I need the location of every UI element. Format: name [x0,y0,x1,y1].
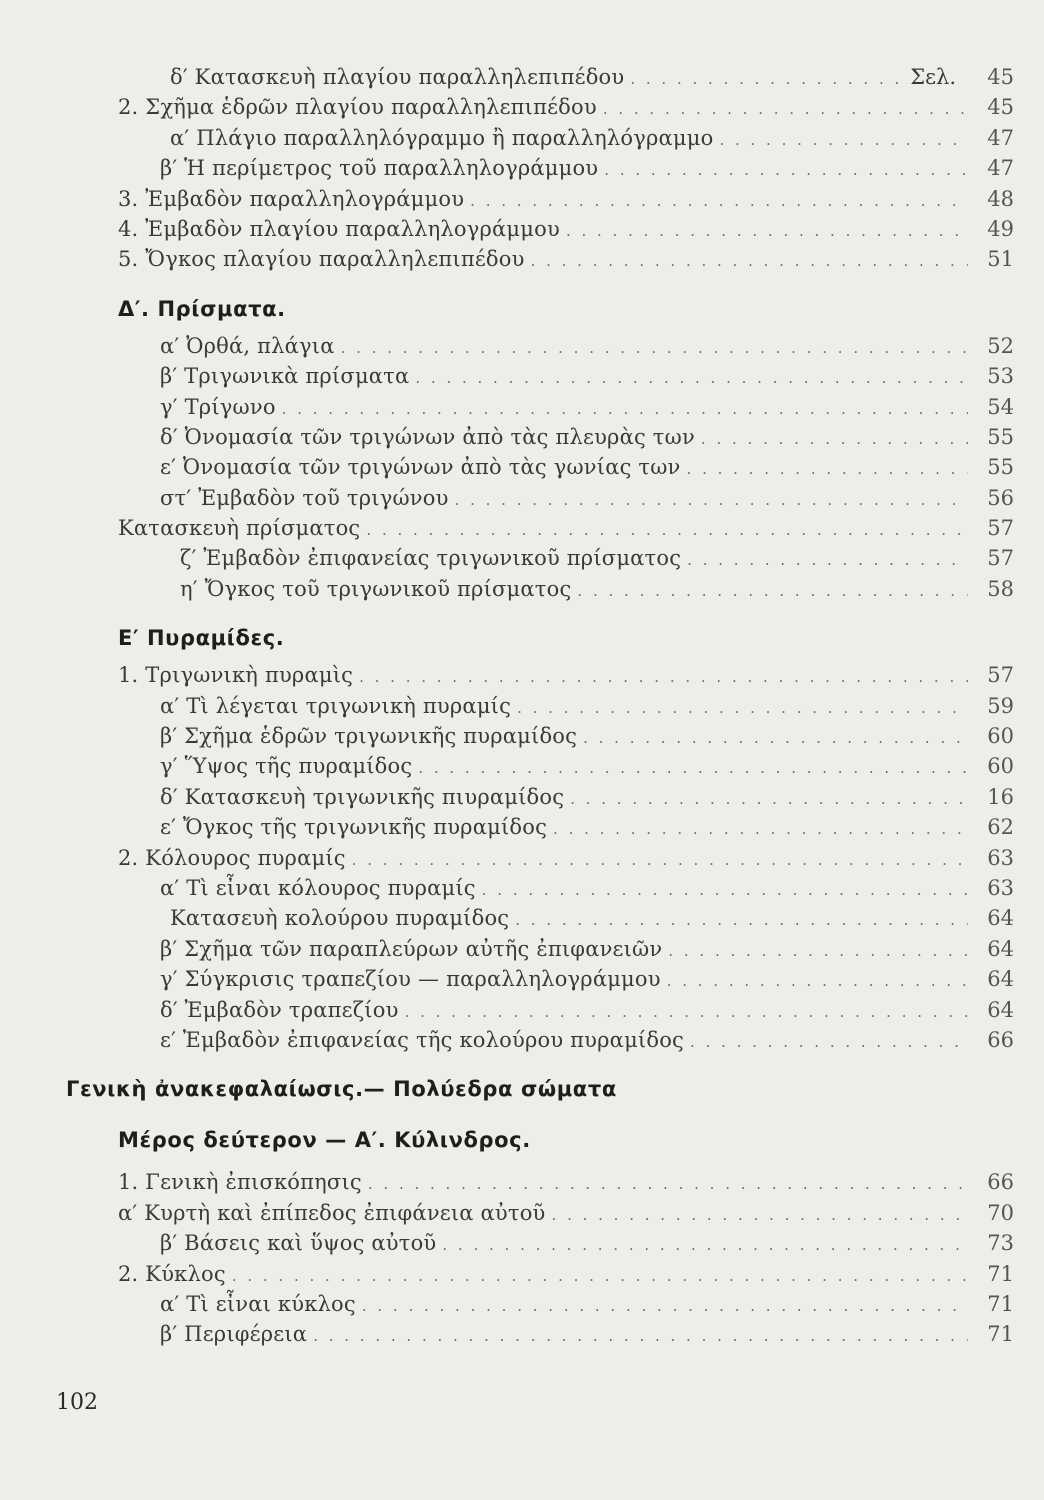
toc-entry-page: 45 [987,65,1014,89]
toc-entry-page: 64 [987,967,1014,992]
dot-leader [515,905,968,935]
toc-entry-page: 64 [987,936,1014,961]
toc-entry [0,331,1044,361]
toc-entry-page: 63 [987,875,1014,900]
dot-leader [577,576,968,606]
dot-leader [603,94,968,124]
toc-entry-page: 16 [987,784,1014,809]
dot-leader [566,216,968,246]
toc-entry [0,483,1044,513]
toc-entry-title: ε′ Ἐμβαδὸν ἐπιφανείας τῆς κολούρου πυραμίδος [160,1027,684,1052]
toc-entry [0,721,1044,751]
toc-entry-page: 73 [987,1231,1014,1256]
section-heading: Ε′ Πυραμίδες. [118,626,285,651]
toc-entry [0,214,1044,244]
toc-entry [0,751,1044,781]
toc-entry-title: γ′ Σύγκρισις τραπεζίου — παραλληλογράμμου [160,967,661,992]
toc-entry-title: 5. Ὄγκος πλαγίου παραλληλεπιπέδου [118,247,525,272]
toc-entry-title: δ′ Ὀνομασία τῶν τριγώνων ἀπὸ τὰς πλευρὰς των [160,424,695,449]
toc-entry-title: α′ Κυρτὴ καὶ ἐπίπεδος ἐπιφάνεια αὐτοῦ [118,1200,546,1225]
toc-entry-page: 48 [987,186,1014,211]
toc-entry-page: 45 [987,95,1014,120]
toc-entry [0,1319,1044,1349]
page-label: Σελ. [910,65,956,89]
toc-entry-page: 55 [987,455,1014,480]
dot-leader [405,997,968,1027]
toc-entry-page: 47 [987,156,1014,181]
toc-entry-page: 71 [987,1261,1014,1286]
toc-entry [0,995,1044,1025]
toc-entry-title: α′ Ὀρθά, πλάγια [160,333,335,358]
toc-entry [0,782,1044,812]
toc-entry [0,1167,1044,1197]
page-number: 102 [56,1390,98,1415]
toc-entry-title: β′ Ἡ περίμετρος τοῦ παραλληλογράμμου [160,156,599,181]
toc-entry [0,543,1044,573]
toc-entry-page: 71 [987,1322,1014,1347]
toc-entry-page: 63 [987,845,1014,870]
toc-entry-page: 66 [987,1027,1014,1052]
dot-leader [313,1321,968,1351]
toc-entry-page: 55 [987,424,1014,449]
dot-leader [701,424,968,454]
toc-entry-page: 54 [987,394,1014,419]
toc-entry [0,1289,1044,1319]
toc-entry-page: 64 [987,906,1014,931]
toc-entry-page: 60 [987,754,1014,779]
dot-leader [667,966,968,996]
toc-entry [0,964,1044,994]
dot-leader [418,753,968,783]
toc-entry-title: Κατασκευὴ πρίσματος [118,516,361,541]
dot-leader [719,125,968,155]
toc-entry-title: ζ′ Ἐμβαδὸν ἐπιφανείας τριγωνικοῦ πρίσματος [180,546,682,571]
toc-entry-title: δ′ Ἐμβαδὸν τραπεζίου [160,997,399,1022]
dot-leader [604,155,968,185]
dot-leader [232,1261,968,1291]
dot-leader [415,363,968,393]
toc-entry-page: 53 [987,364,1014,389]
toc-entry [0,422,1044,452]
toc-entry [0,843,1044,873]
toc-entry-page: 64 [987,997,1014,1022]
toc-entry [0,903,1044,933]
dot-leader [531,246,968,276]
toc-entry-page: 66 [987,1170,1014,1195]
dot-leader [368,1169,968,1199]
toc-entry [0,361,1044,391]
toc-entry-page: 59 [987,693,1014,718]
toc-entry-title: 2. Κόλουρος πυραμίς [118,845,346,870]
toc-entry-title: η′ Ὄγκος τοῦ τριγωνικοῦ πρίσματος [180,576,572,601]
toc-entry-title: 1. Γενικὴ ἐπισκόπησις [118,1170,362,1195]
toc-entry [0,812,1044,842]
section-heading: Μέρος δεύτερον — Α′. Κύλινδρος. [118,1128,531,1153]
toc-entry [0,123,1044,153]
toc-entry-title: δ′ Κατασκευὴ τριγωνικῆς πιυραμίδος [160,784,565,809]
toc-entry [0,1025,1044,1055]
toc-entry-page: 56 [987,485,1014,510]
toc-entry-title: ε′ Ὀνομασία τῶν τριγώνων ἀπὸ τὰς γωνίας των [160,455,681,480]
toc-entry-title: α′ Τὶ εἶναι κύκλος [160,1291,356,1316]
toc-entry-page: 58 [987,576,1014,601]
toc-entry-title: Κατασευὴ κολούρου πυραμίδος [170,906,510,931]
toc-entry [0,934,1044,964]
dot-leader [690,1027,968,1057]
toc-entry-title: α′ Τὶ λέγεται τριγωνικὴ πυραμίς [160,693,512,718]
toc-entry [0,574,1044,604]
dot-leader [583,723,968,753]
toc-entry-title: 3. Ἐμβαδὸν παραλληλογράμμου [118,186,465,211]
toc-entry-page: 71 [987,1291,1014,1316]
dot-leader [552,1200,968,1230]
toc-entry-title: δ′ Κατασκευὴ πλαγίου παραλληλεπιπέδου [170,65,625,89]
toc-entry [0,1259,1044,1289]
toc-entry [0,513,1044,543]
toc-entry-page: 62 [987,815,1014,840]
toc-entry-title: στ′ Ἐμβαδὸν τοῦ τριγώνου [160,485,449,510]
toc-entry-title: 2. Σχῆμα ἑδρῶν πλαγίου παραλληλεπιπέδου [118,95,597,120]
toc-entry-title: ε′ Ὄγκος τῆς τριγωνικῆς πυραμίδος [160,815,548,840]
toc-entry-page: 52 [987,333,1014,358]
table-of-contents [0,62,1044,1350]
dot-leader [455,485,968,515]
toc-entry-page: 60 [987,724,1014,749]
toc-entry-title: 1. Τριγωνικὴ πυραμὶς [118,663,354,688]
toc-entry-page: 70 [987,1200,1014,1225]
dot-leader [362,1291,968,1321]
dot-leader [553,814,968,844]
dot-leader [359,662,968,692]
toc-entry [0,392,1044,422]
dot-leader [687,454,968,484]
toc-entry-page: 57 [987,546,1014,571]
toc-entry-title: β′ Σχῆμα τῶν παραπλεύρων αὐτῆς ἐπιφανειῶν [160,936,663,961]
toc-entry [0,244,1044,274]
toc-entry-title: 2. Κύκλος [118,1261,226,1286]
dot-leader [282,394,968,424]
toc-entry-title: 4. Ἐμβαδὸν πλαγίου παραλληλογράμμου [118,216,560,241]
toc-entry-title: α′ Πλάγιο παραλληλόγραμμο ἢ παραλληλόγραμμο [170,125,714,150]
toc-entry [0,1198,1044,1228]
toc-entry [0,92,1044,122]
toc-entry [0,452,1044,482]
toc-entry-page: 57 [987,663,1014,688]
toc-entry-page: 51 [987,247,1014,272]
toc-entry [0,62,1044,92]
dot-leader [517,693,968,723]
toc-entry [0,184,1044,214]
toc-entry [0,1228,1044,1258]
toc-entry [0,873,1044,903]
toc-entry [0,691,1044,721]
section-heading: Δ′. Πρίσματα. [118,296,286,321]
dot-leader [668,936,968,966]
toc-entry-page: 49 [987,216,1014,241]
dot-leader [366,515,968,545]
toc-entry [0,660,1044,690]
dot-leader [687,545,968,575]
toc-entry-title: α′ Τὶ εἶναι κόλουρος πυραμίς [160,875,476,900]
dot-leader [442,1230,968,1260]
toc-entry-page: 47 [987,125,1014,150]
dot-leader [482,875,968,905]
dot-leader [570,784,968,814]
toc-entry-page: 57 [987,516,1014,541]
dot-leader [341,333,968,363]
toc-entry-title: β′ Περιφέρεια [160,1322,308,1347]
section-heading: Γενικὴ ἀνακεφαλαίωσις.— Πολύεδρα σώματα [66,1077,617,1102]
dot-leader [630,64,904,94]
toc-entry-title: β′ Τριγωνικὰ πρίσματα [160,364,410,389]
dot-leader [470,186,968,216]
toc-entry [0,153,1044,183]
toc-entry-title: β′ Βάσεις καὶ ὕψος αὐτοῦ [160,1231,437,1256]
toc-entry-title: β′ Σχῆμα ἑδρῶν τριγωνικῆς πυραμίδος [160,724,578,749]
toc-entry-title: γ′ Ὕψος τῆς πυραμίδος [160,754,413,779]
dot-leader [352,845,968,875]
toc-entry-title: γ′ Τρίγωνο [160,394,276,419]
